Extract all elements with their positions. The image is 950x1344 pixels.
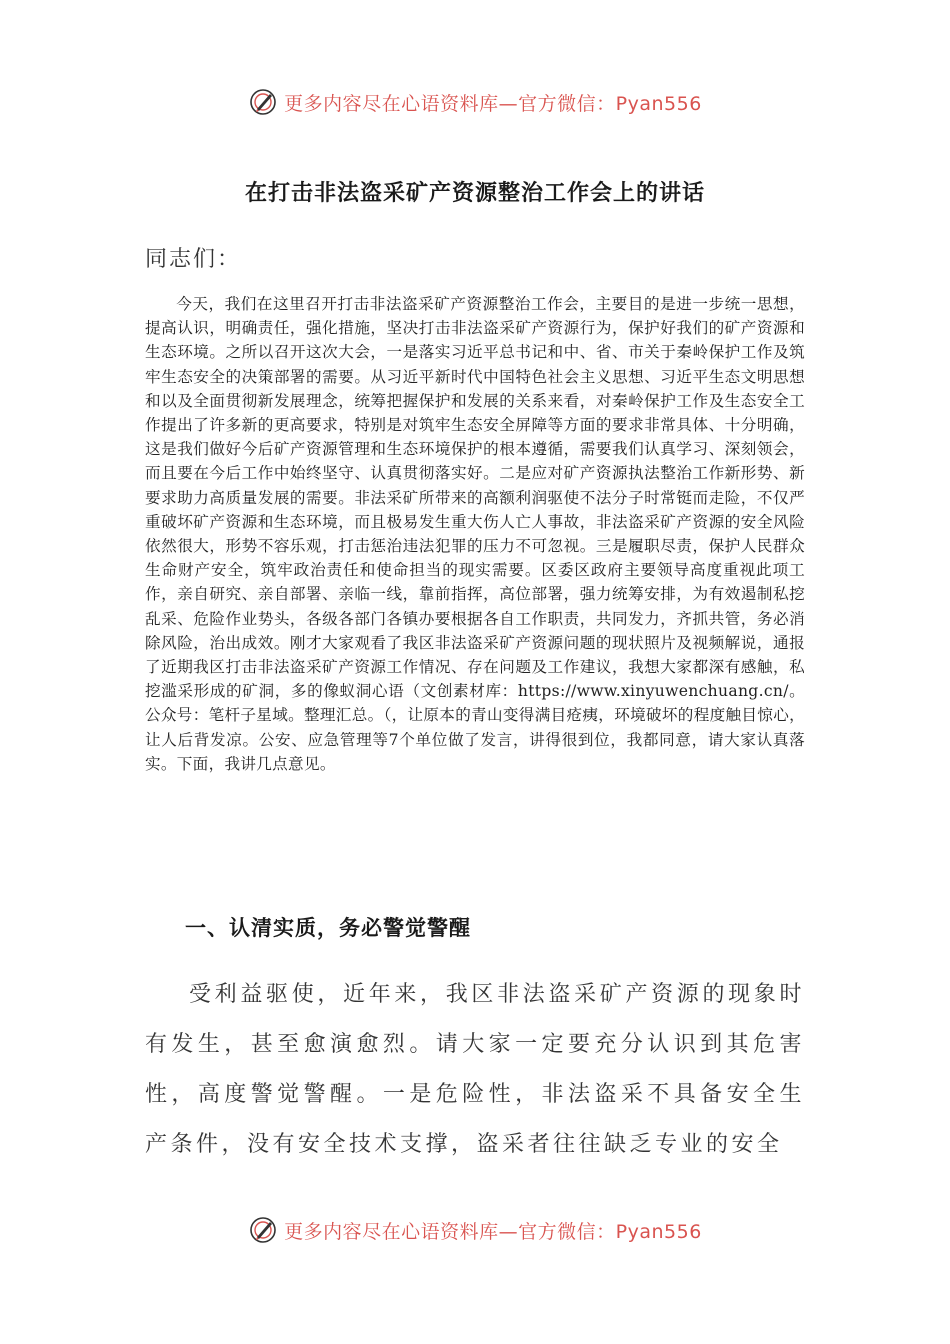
footer-watermark-text: 更多内容尽在心语资料库—官方微信：Pyan556 (284, 1220, 702, 1243)
header-watermark-text: 更多内容尽在心语资料库—官方微信：Pyan556 (284, 92, 702, 115)
intro-paragraph: 今天，我们在这里召开打击非法盗采矿产资源整治工作会，主要目的是进一步统一思想，提高认识，明确责任，强化措施，坚决打击非法盗采矿产资源行为，保护好我们的矿产资源和生态环境。之所以召开这次大会，一是落实习近平总书记和中、省、市关于秦岭保护工作及筑牢生态安全的决策部署的需要。从习近平新时代中国特色社会主义思想、习近平生态文明思想和以及全面贯彻新发展理念，统筹把握保护和发展的关系来看，对秦岭保护工作及生态安全工作提出了许多新的更高要求，特别是对筑牢生态安全屏障等方面的要求非常具体、十分明确，这是我们做好今后矿产资源管理和生态环境保护的根本遵循，需要我们认真学习、深刻领会，而且要在今后工作中始终坚守、认真贯彻落实好。二是应对矿产资源执法整治工作新形势、新要求助力高质量发展的需要。非法采矿所带来的高额利润驱使不法分子时常铤而走险，不仅严重破坏矿产资源和生态环境，而且极易发生重大伤人亡人事故，非法盗采矿产资源的安全风险依然很大，形势不容乐观，打击惩治违法犯罪的压力不可忽视。三是履职尽责，保护人民群众生命财产安全，筑牢政治责任和使命担当的现实需要。区委区政府主要领导高度重视此项工作，亲自研究、亲自部署、亲临一线，靠前指挥，高位部署，强力统筹安排，为有效遏制私挖乱采、危险作业势头，各级各部门各镇办要根据各自工作职责，共同发力，齐抓共管，务必消除风险，治出成效。刚才大家观看了我区非法盗采矿产资源问题的现状照片及视频解说，通报了近期我区打击非法盗采矿产资源工作情况、存在问题及工作建议，我想大家都深有感触，私挖滥采形成的矿洞，多的像蚁洞心语（文创素材库：https://www.xinyuwenchuang.cn/。公众号：笔杆子星域。整理汇总。（，让原本的青山变得满目疮痍，环境破坏的程度触目惊心，让人后背发凉。公安、应急管理等7个单位做了发言，讲得很到位，我都同意，请大家认真落实。下面，我讲几点意见。 (145, 295, 805, 773)
document-title: 在打击非法盗采矿产资源整治工作会上的讲话 (244, 181, 705, 206)
footer-watermark-banner (0, 1210, 950, 1250)
salutation: 同志们： (145, 247, 242, 272)
section-1-paragraph: 受利益驱使，近年来，我区非法盗采矿产资源的现象时有发生，甚至愈演愈烈。请大家一定要充分认识到其危害性，高度警觉警醒。一是危险性，非法盗采不具备安全生产条件，没有安全技术支撑，盗采者往往缺乏专业的安全 (145, 982, 805, 1157)
header-watermark-banner (0, 82, 950, 122)
section-heading-1: 一、认清实质，务必警觉警醒 (185, 916, 471, 940)
pen-logo-icon (248, 87, 278, 117)
pen-logo-icon (248, 1215, 278, 1245)
